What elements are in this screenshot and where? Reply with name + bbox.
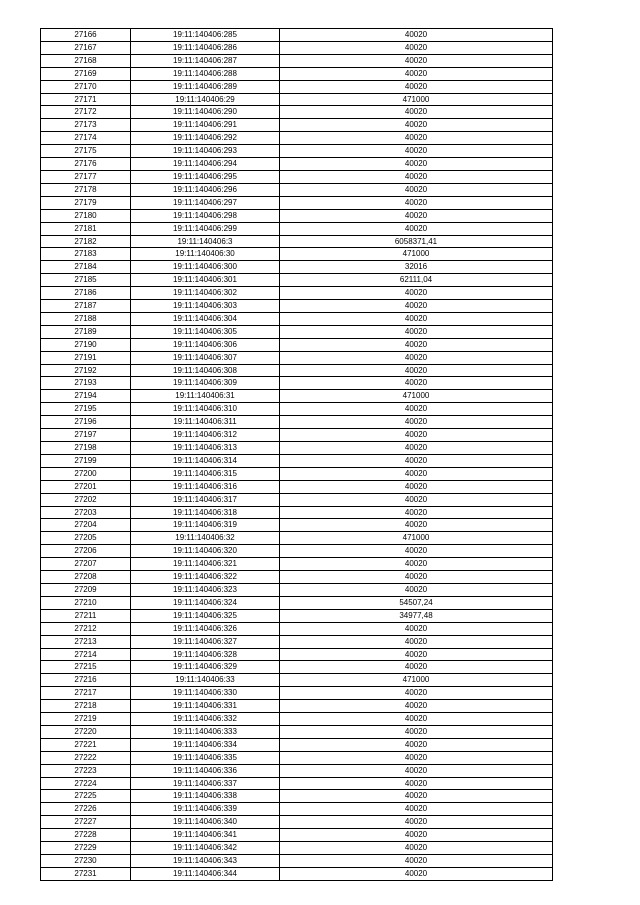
row-number-cell: 27215 (41, 661, 131, 674)
row-number-cell: 27196 (41, 416, 131, 429)
row-number-cell: 27177 (41, 170, 131, 183)
row-number-cell: 27207 (41, 558, 131, 571)
table-row (41, 54, 553, 67)
value-cell: 40020 (280, 312, 553, 325)
value-cell: 40020 (280, 377, 553, 390)
cadastral-number-cell: 19:11:140406:290 (131, 106, 280, 119)
cadastral-number-cell: 19:11:140406:317 (131, 493, 280, 506)
value-cell: 32016 (280, 261, 553, 274)
value-cell: 40020 (280, 790, 553, 803)
table-row (41, 725, 553, 738)
table-row (41, 29, 553, 42)
data-table (40, 28, 553, 881)
value-cell: 40020 (280, 170, 553, 183)
cadastral-number-cell: 19:11:140406:288 (131, 67, 280, 80)
value-cell: 40020 (280, 867, 553, 880)
cadastral-number-cell: 19:11:140406:298 (131, 209, 280, 222)
cadastral-number-cell: 19:11:140406:306 (131, 338, 280, 351)
table-row (41, 596, 553, 609)
row-number-cell: 27168 (41, 54, 131, 67)
value-cell: 40020 (280, 183, 553, 196)
table-row (41, 816, 553, 829)
row-number-cell: 27169 (41, 67, 131, 80)
table-row (41, 351, 553, 364)
table-row (41, 403, 553, 416)
value-cell: 40020 (280, 816, 553, 829)
row-number-cell: 27210 (41, 596, 131, 609)
row-number-cell: 27178 (41, 183, 131, 196)
cadastral-number-cell: 19:11:140406:342 (131, 842, 280, 855)
row-number-cell: 27199 (41, 454, 131, 467)
row-number-cell: 27191 (41, 351, 131, 364)
value-cell: 40020 (280, 416, 553, 429)
cadastral-number-cell: 19:11:140406:329 (131, 661, 280, 674)
table-row (41, 635, 553, 648)
table-row (41, 93, 553, 106)
row-number-cell: 27211 (41, 609, 131, 622)
row-number-cell: 27220 (41, 725, 131, 738)
row-number-cell: 27180 (41, 209, 131, 222)
value-cell: 40020 (280, 29, 553, 42)
row-number-cell: 27194 (41, 390, 131, 403)
table-row (41, 713, 553, 726)
value-cell: 6058371,41 (280, 235, 553, 248)
value-cell: 40020 (280, 842, 553, 855)
value-cell: 40020 (280, 700, 553, 713)
table-row (41, 674, 553, 687)
row-number-cell: 27192 (41, 364, 131, 377)
cadastral-number-cell: 19:11:140406:328 (131, 648, 280, 661)
cadastral-number-cell: 19:11:140406:287 (131, 54, 280, 67)
row-number-cell: 27204 (41, 519, 131, 532)
cadastral-number-cell: 19:11:140406:307 (131, 351, 280, 364)
table-row (41, 609, 553, 622)
table-row (41, 790, 553, 803)
cadastral-number-cell: 19:11:140406:286 (131, 41, 280, 54)
table-row (41, 764, 553, 777)
value-cell: 40020 (280, 583, 553, 596)
row-number-cell: 27171 (41, 93, 131, 106)
value-cell: 40020 (280, 442, 553, 455)
value-cell: 40020 (280, 545, 553, 558)
cadastral-number-cell: 19:11:140406:318 (131, 506, 280, 519)
cadastral-number-cell: 19:11:140406:343 (131, 855, 280, 868)
table-row (41, 248, 553, 261)
value-cell: 471000 (280, 248, 553, 261)
table-row (41, 506, 553, 519)
table-row (41, 855, 553, 868)
table-row (41, 274, 553, 287)
cadastral-number-cell: 19:11:140406:344 (131, 867, 280, 880)
cadastral-number-cell: 19:11:140406:333 (131, 725, 280, 738)
row-number-cell: 27176 (41, 158, 131, 171)
value-cell: 471000 (280, 674, 553, 687)
row-number-cell: 27166 (41, 29, 131, 42)
cadastral-number-cell: 19:11:140406:302 (131, 287, 280, 300)
cadastral-number-cell: 19:11:140406:314 (131, 454, 280, 467)
value-cell: 40020 (280, 454, 553, 467)
row-number-cell: 27228 (41, 829, 131, 842)
value-cell: 471000 (280, 390, 553, 403)
table-row (41, 119, 553, 132)
value-cell: 40020 (280, 351, 553, 364)
cadastral-number-cell: 19:11:140406:310 (131, 403, 280, 416)
cadastral-number-cell: 19:11:140406:3 (131, 235, 280, 248)
cadastral-number-cell: 19:11:140406:291 (131, 119, 280, 132)
table-row (41, 545, 553, 558)
row-number-cell: 27183 (41, 248, 131, 261)
row-number-cell: 27185 (41, 274, 131, 287)
row-number-cell: 27203 (41, 506, 131, 519)
cadastral-number-cell: 19:11:140406:336 (131, 764, 280, 777)
cadastral-number-cell: 19:11:140406:295 (131, 170, 280, 183)
cadastral-number-cell: 19:11:140406:303 (131, 300, 280, 313)
row-number-cell: 27190 (41, 338, 131, 351)
table-row (41, 661, 553, 674)
value-cell: 40020 (280, 803, 553, 816)
value-cell: 40020 (280, 687, 553, 700)
table-row (41, 67, 553, 80)
table-row (41, 558, 553, 571)
row-number-cell: 27179 (41, 196, 131, 209)
row-number-cell: 27187 (41, 300, 131, 313)
table-row (41, 803, 553, 816)
row-number-cell: 27175 (41, 145, 131, 158)
value-cell: 40020 (280, 106, 553, 119)
table-row (41, 145, 553, 158)
table-row (41, 648, 553, 661)
value-cell: 40020 (280, 571, 553, 584)
table-row (41, 429, 553, 442)
cadastral-number-cell: 19:11:140406:292 (131, 132, 280, 145)
table-row (41, 687, 553, 700)
row-number-cell: 27198 (41, 442, 131, 455)
row-number-cell: 27181 (41, 222, 131, 235)
table-row (41, 132, 553, 145)
value-cell: 40020 (280, 209, 553, 222)
row-number-cell: 27216 (41, 674, 131, 687)
value-cell: 40020 (280, 132, 553, 145)
value-cell: 40020 (280, 222, 553, 235)
value-cell: 40020 (280, 506, 553, 519)
row-number-cell: 27213 (41, 635, 131, 648)
cadastral-number-cell: 19:11:140406:304 (131, 312, 280, 325)
cadastral-number-cell: 19:11:140406:293 (131, 145, 280, 158)
value-cell: 54507,24 (280, 596, 553, 609)
cadastral-number-cell: 19:11:140406:299 (131, 222, 280, 235)
cadastral-number-cell: 19:11:140406:285 (131, 29, 280, 42)
cadastral-number-cell: 19:11:140406:313 (131, 442, 280, 455)
table-row (41, 532, 553, 545)
table-row (41, 867, 553, 880)
row-number-cell: 27189 (41, 325, 131, 338)
table-row (41, 287, 553, 300)
value-cell: 40020 (280, 725, 553, 738)
value-cell: 40020 (280, 855, 553, 868)
row-number-cell: 27214 (41, 648, 131, 661)
row-number-cell: 27188 (41, 312, 131, 325)
table-row (41, 493, 553, 506)
cadastral-number-cell: 19:11:140406:323 (131, 583, 280, 596)
cadastral-number-cell: 19:11:140406:32 (131, 532, 280, 545)
table-row (41, 261, 553, 274)
value-cell: 40020 (280, 648, 553, 661)
row-number-cell: 27222 (41, 751, 131, 764)
row-number-cell: 27212 (41, 622, 131, 635)
row-number-cell: 27205 (41, 532, 131, 545)
row-number-cell: 27226 (41, 803, 131, 816)
table-row (41, 738, 553, 751)
cadastral-number-cell: 19:11:140406:337 (131, 777, 280, 790)
value-cell: 40020 (280, 493, 553, 506)
value-cell: 40020 (280, 429, 553, 442)
table-row (41, 700, 553, 713)
cadastral-number-cell: 19:11:140406:334 (131, 738, 280, 751)
cadastral-number-cell: 19:11:140406:308 (131, 364, 280, 377)
row-number-cell: 27218 (41, 700, 131, 713)
cadastral-number-cell: 19:11:140406:319 (131, 519, 280, 532)
value-cell: 40020 (280, 287, 553, 300)
table-row (41, 235, 553, 248)
table-row (41, 777, 553, 790)
value-cell: 40020 (280, 751, 553, 764)
row-number-cell: 27184 (41, 261, 131, 274)
row-number-cell: 27200 (41, 467, 131, 480)
table-row (41, 106, 553, 119)
row-number-cell: 27221 (41, 738, 131, 751)
value-cell: 40020 (280, 300, 553, 313)
row-number-cell: 27201 (41, 480, 131, 493)
table-row (41, 41, 553, 54)
cadastral-number-cell: 19:11:140406:325 (131, 609, 280, 622)
row-number-cell: 27170 (41, 80, 131, 93)
value-cell: 40020 (280, 80, 553, 93)
value-cell: 40020 (280, 635, 553, 648)
value-cell: 40020 (280, 325, 553, 338)
row-number-cell: 27206 (41, 545, 131, 558)
cadastral-number-cell: 19:11:140406:338 (131, 790, 280, 803)
row-number-cell: 27227 (41, 816, 131, 829)
cadastral-number-cell: 19:11:140406:294 (131, 158, 280, 171)
row-number-cell: 27174 (41, 132, 131, 145)
row-number-cell: 27208 (41, 571, 131, 584)
value-cell: 40020 (280, 119, 553, 132)
cadastral-number-cell: 19:11:140406:311 (131, 416, 280, 429)
row-number-cell: 27186 (41, 287, 131, 300)
table-row (41, 222, 553, 235)
cadastral-number-cell: 19:11:140406:297 (131, 196, 280, 209)
cadastral-number-cell: 19:11:140406:330 (131, 687, 280, 700)
value-cell: 40020 (280, 764, 553, 777)
value-cell: 40020 (280, 467, 553, 480)
cadastral-number-cell: 19:11:140406:326 (131, 622, 280, 635)
cadastral-number-cell: 19:11:140406:312 (131, 429, 280, 442)
value-cell: 471000 (280, 93, 553, 106)
value-cell: 40020 (280, 713, 553, 726)
table-row (41, 364, 553, 377)
row-number-cell: 27197 (41, 429, 131, 442)
value-cell: 40020 (280, 338, 553, 351)
table-row (41, 390, 553, 403)
cadastral-number-cell: 19:11:140406:331 (131, 700, 280, 713)
table-row (41, 158, 553, 171)
row-number-cell: 27173 (41, 119, 131, 132)
row-number-cell: 27209 (41, 583, 131, 596)
table-row (41, 480, 553, 493)
table-row (41, 170, 553, 183)
value-cell: 40020 (280, 158, 553, 171)
cadastral-number-cell: 19:11:140406:315 (131, 467, 280, 480)
table-row (41, 829, 553, 842)
table-row (41, 80, 553, 93)
value-cell: 40020 (280, 661, 553, 674)
value-cell: 40020 (280, 54, 553, 67)
cadastral-number-cell: 19:11:140406:322 (131, 571, 280, 584)
table-row (41, 377, 553, 390)
row-number-cell: 27224 (41, 777, 131, 790)
row-number-cell: 27229 (41, 842, 131, 855)
table-row (41, 325, 553, 338)
value-cell: 40020 (280, 519, 553, 532)
value-cell: 40020 (280, 67, 553, 80)
value-cell: 40020 (280, 364, 553, 377)
row-number-cell: 27217 (41, 687, 131, 700)
table-row (41, 467, 553, 480)
table-body (41, 29, 553, 881)
cadastral-number-cell: 19:11:140406:301 (131, 274, 280, 287)
value-cell: 40020 (280, 738, 553, 751)
table-row (41, 583, 553, 596)
table-row (41, 571, 553, 584)
cadastral-number-cell: 19:11:140406:29 (131, 93, 280, 106)
cadastral-number-cell: 19:11:140406:305 (131, 325, 280, 338)
table-row (41, 842, 553, 855)
row-number-cell: 27182 (41, 235, 131, 248)
cadastral-number-cell: 19:11:140406:33 (131, 674, 280, 687)
table-row (41, 454, 553, 467)
value-cell: 40020 (280, 145, 553, 158)
table-row (41, 338, 553, 351)
value-cell: 40020 (280, 829, 553, 842)
cadastral-number-cell: 19:11:140406:300 (131, 261, 280, 274)
cadastral-number-cell: 19:11:140406:309 (131, 377, 280, 390)
table-row (41, 416, 553, 429)
value-cell: 34977,48 (280, 609, 553, 622)
value-cell: 40020 (280, 480, 553, 493)
row-number-cell: 27195 (41, 403, 131, 416)
cadastral-number-cell: 19:11:140406:321 (131, 558, 280, 571)
table-row (41, 751, 553, 764)
value-cell: 471000 (280, 532, 553, 545)
table-row (41, 519, 553, 532)
cadastral-number-cell: 19:11:140406:31 (131, 390, 280, 403)
cadastral-number-cell: 19:11:140406:339 (131, 803, 280, 816)
row-number-cell: 27167 (41, 41, 131, 54)
table-row (41, 300, 553, 313)
row-number-cell: 27223 (41, 764, 131, 777)
value-cell: 40020 (280, 41, 553, 54)
value-cell: 40020 (280, 403, 553, 416)
cadastral-number-cell: 19:11:140406:327 (131, 635, 280, 648)
cadastral-number-cell: 19:11:140406:30 (131, 248, 280, 261)
cadastral-number-cell: 19:11:140406:289 (131, 80, 280, 93)
table-row (41, 209, 553, 222)
cadastral-number-cell: 19:11:140406:335 (131, 751, 280, 764)
value-cell: 40020 (280, 622, 553, 635)
row-number-cell: 27230 (41, 855, 131, 868)
row-number-cell: 27231 (41, 867, 131, 880)
value-cell: 40020 (280, 196, 553, 209)
row-number-cell: 27225 (41, 790, 131, 803)
row-number-cell: 27202 (41, 493, 131, 506)
value-cell: 62111,04 (280, 274, 553, 287)
table-row (41, 622, 553, 635)
value-cell: 40020 (280, 777, 553, 790)
cadastral-number-cell: 19:11:140406:316 (131, 480, 280, 493)
table-row (41, 442, 553, 455)
cadastral-number-cell: 19:11:140406:332 (131, 713, 280, 726)
cadastral-number-cell: 19:11:140406:296 (131, 183, 280, 196)
cadastral-number-cell: 19:11:140406:320 (131, 545, 280, 558)
row-number-cell: 27219 (41, 713, 131, 726)
cadastral-number-cell: 19:11:140406:324 (131, 596, 280, 609)
table-row (41, 183, 553, 196)
value-cell: 40020 (280, 558, 553, 571)
table-row (41, 196, 553, 209)
table-row (41, 312, 553, 325)
cadastral-number-cell: 19:11:140406:340 (131, 816, 280, 829)
row-number-cell: 27193 (41, 377, 131, 390)
row-number-cell: 27172 (41, 106, 131, 119)
cadastral-number-cell: 19:11:140406:341 (131, 829, 280, 842)
